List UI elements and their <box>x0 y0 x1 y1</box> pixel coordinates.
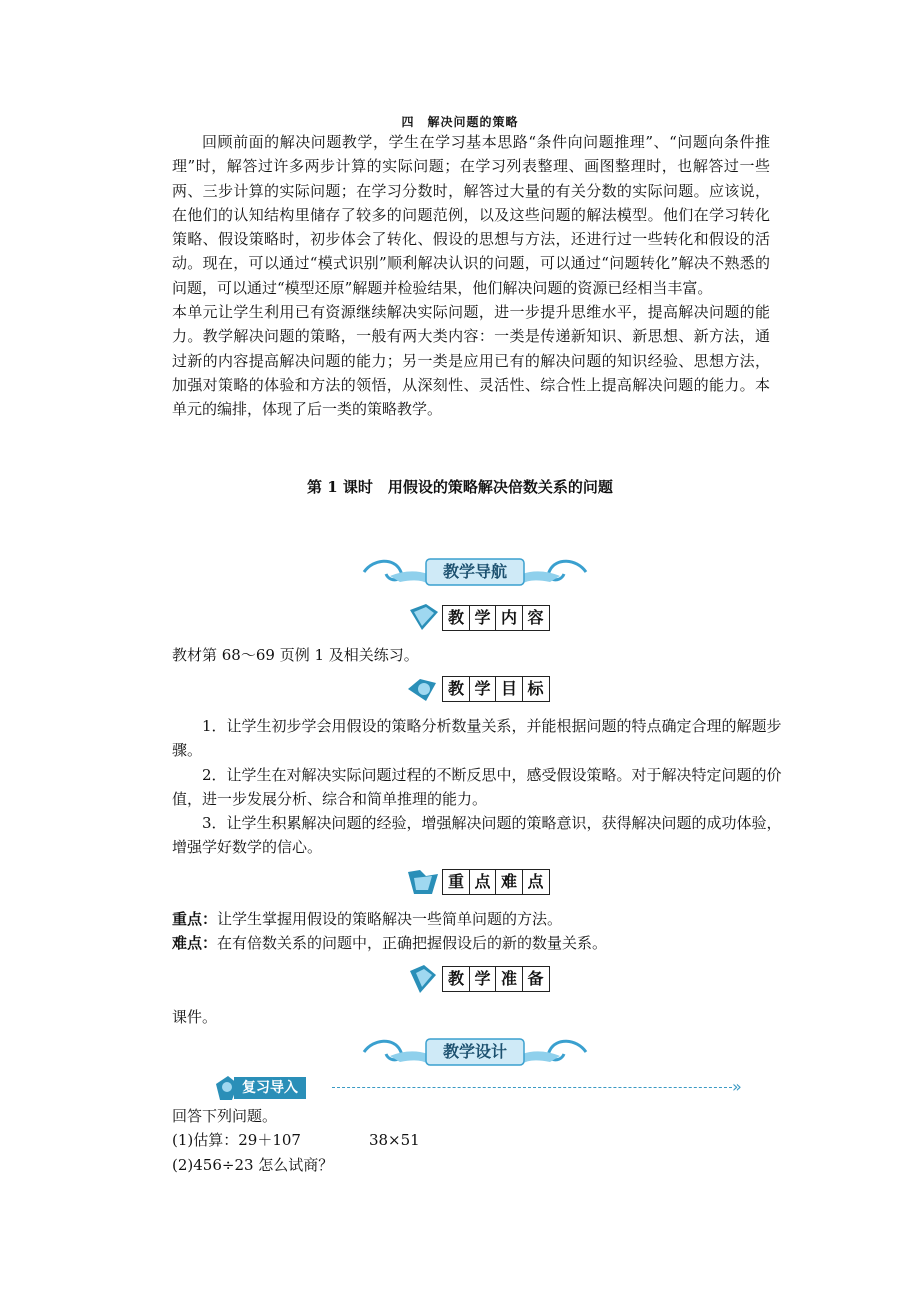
review-line <box>172 1128 794 1152</box>
review-questions <box>172 1104 794 1177</box>
heading-char: 学 <box>469 966 497 992</box>
banner-label: 教学导航 <box>442 562 507 581</box>
lesson-title: 第 1 课时 用假设的策略解决倍数关系的问题 <box>307 478 613 496</box>
teaching-nav-banner <box>360 554 590 590</box>
heading-char: 目 <box>495 676 523 702</box>
heading-char: 点 <box>522 869 550 895</box>
heading-char: 备 <box>522 966 550 992</box>
content-text <box>172 643 794 667</box>
double-chevron-icon: » <box>732 1077 742 1096</box>
teaching-design-banner <box>360 1034 590 1070</box>
dashed-divider <box>332 1087 732 1088</box>
prep-text <box>172 1005 794 1029</box>
objective-item: 1．让学生初步学会用假设的策略分析数量关系，并能根据问题的特点确定合理的解题步骤。 <box>172 717 782 760</box>
unit-title: 四 解决问题的策略 <box>401 115 519 129</box>
review-line: 回答下列问题。 <box>172 1107 278 1125</box>
heading-char: 内 <box>495 605 523 631</box>
key-points-text <box>172 907 794 956</box>
objective-item: 2．让学生在对解决实际问题过程的不断反思中，感受假设策略。对于解决特定问题的价值，进一步发展分析、综合和简单推理的能力。 <box>172 765 782 808</box>
heading-char: 准 <box>495 966 523 992</box>
heading-char: 标 <box>522 676 550 702</box>
heading-char: 点 <box>469 869 497 895</box>
intro-text <box>172 130 770 422</box>
target-book-icon <box>406 673 442 705</box>
heading-char: 重 <box>442 869 470 895</box>
difficulty-line <box>172 931 794 955</box>
review-estimate: (1)估算：29＋107 <box>172 1131 301 1150</box>
folder-icon <box>406 866 442 898</box>
heading-char: 教 <box>442 605 470 631</box>
heading-char: 教 <box>442 966 470 992</box>
heading-char: 难 <box>495 869 523 895</box>
intro-paragraph: 回顾前面的解决问题教学，学生在学习基本思路“条件向问题推理”、“问题向条件推理”时，解答过许多两步计算的实际问题；在学习列表整理、画图整理时，也解答过一些两、三步计算的实际问题；在学习分数时，解答过大量的有关分数的实际问题。应该说，在他们的认知结构里储存了较多的问题范例，以及这些问题的解法模型。他们在学习转化策略、假设策略时，初步体会了转化、假设的思想与方法，还进行过一些转化和假设的活动。现在，可以通过“模式识别”顺利解决认识的问题，可以通过“问题转化”解决不熟悉的问题，可以通过“模型还原”解题并检验结果，他们解决问题的资源已经相当丰富。 <box>172 133 770 297</box>
intro-paragraph: 本单元让学生利用已有资源继续解决实际问题，进一步提升思维水平，提高解决问题的能力。教学解决问题的策略，一般有两大类内容：一类是传递新知识、新思想、新方法，通过新的内容提高解决问题的能力；另一类是应用已有的解决问题的知识经验、思想方法，加强对策略的体验和方法的领悟，从深刻性、灵活性、综合性上提高解决问题的能力。本单元的编排，体现了后一类的策略教学。 <box>172 303 770 419</box>
objective-item: 3．让学生积累解决问题的经验，增强解决问题的策略意识，获得解决问题的成功体验，增强学好数学的信心。 <box>172 814 782 857</box>
review-product: 38×51 <box>368 1131 420 1150</box>
prep-line: 课件。 <box>172 1008 218 1026</box>
heading-char: 学 <box>469 676 497 702</box>
difficulty-label: 难点： <box>172 934 218 953</box>
difficulty-text: 在有倍数关系的问题中，正确把握假设后的新的数量关系。 <box>217 934 608 953</box>
heading-char: 容 <box>522 605 550 631</box>
heading-char: 学 <box>469 605 497 631</box>
notebook-icon <box>406 963 442 995</box>
heading-char: 教 <box>442 676 470 702</box>
review-label: 复习导入 <box>234 1077 306 1099</box>
banner-label: 教学设计 <box>442 1042 507 1061</box>
review-intro-heading <box>214 1074 774 1102</box>
key-label: 重点： <box>172 910 218 928</box>
key-text: 让学生掌握用假设的策略解决一些简单问题的方法。 <box>217 910 563 928</box>
book-icon <box>406 602 442 634</box>
key-point-line <box>172 907 794 931</box>
content-line: 教材第 68～69 页例 1 及相关练习。 <box>172 646 419 664</box>
review-line: (2)456÷23 怎么试商？ <box>172 1155 334 1174</box>
objectives-list <box>172 714 794 860</box>
